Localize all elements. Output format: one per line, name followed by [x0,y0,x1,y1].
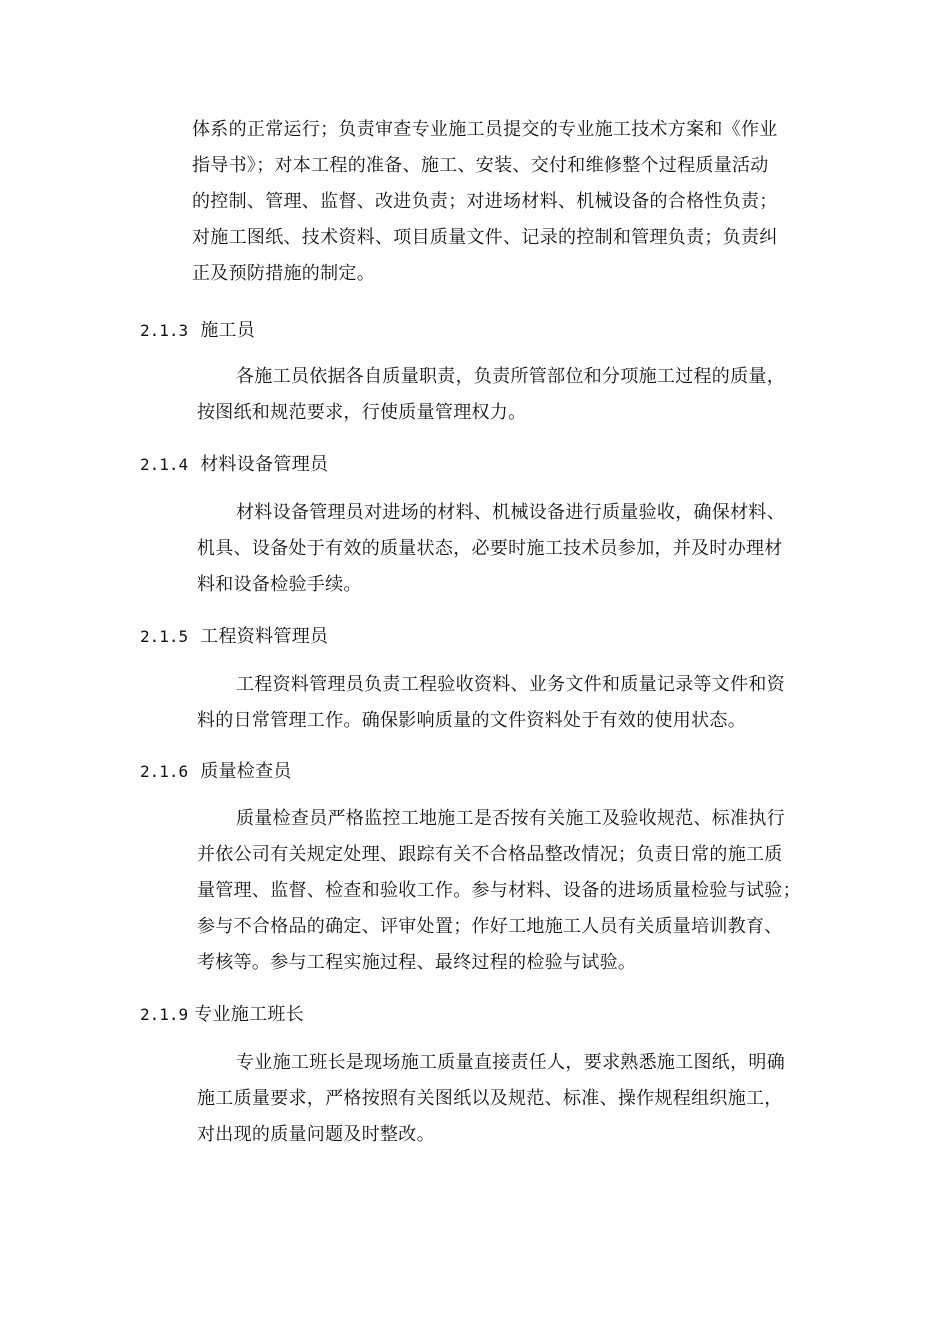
paragraph-line: 工程资料管理员负责工程验收资料、业务文件和质量记录等文件和资 [236,674,785,695]
paragraph-line: 各施工员依据各自质量职责，负责所管部位和分项施工过程的质量， [236,366,785,387]
section-heading [140,452,328,478]
section-title: 专业施工班长 [194,1004,305,1025]
paragraph-line: 对出现的质量问题及时整改。 [197,1124,435,1145]
section-heading [140,1002,304,1028]
paragraph-line: 并依公司有关规定处理、跟踪有关不合格品整改情况；负责日常的施工质 [197,844,783,865]
section-number: 2.1.4 [140,455,189,474]
section-heading [140,624,328,650]
section-title: 材料设备管理员 [200,454,329,475]
intro-line: 的控制、管理、监督、改进负责；对进场材料、机械设备的合格性负责； [192,191,778,212]
paragraph-line: 按图纸和规范要求，行使质量管理权力。 [197,402,527,423]
section-title: 质量检查员 [200,761,292,782]
paragraph-line: 机具、设备处于有效的质量状态，必要时施工技术员参加，并及时办理材 [197,538,783,559]
intro-line: 对施工图纸、技术资料、项目质量文件、记录的控制和管理负责；负责纠 [192,227,778,248]
intro-line: 体系的正常运行；负责审查专业施工员提交的专业施工技术方案和《作业 [192,119,778,140]
intro-line: 正及预防措施的制定。 [192,263,375,284]
section-heading [140,759,292,785]
paragraph-line: 料的日常管理工作。确保影响质量的文件资料处于有效的使用状态。 [197,710,746,731]
section-heading [140,318,255,344]
section-title: 施工员 [200,320,256,341]
paragraph-line: 料和设备检验手续。 [197,574,362,595]
paragraph-line: 专业施工班长是现场施工质量直接责任人，要求熟悉施工图纸，明确 [236,1052,785,1073]
paragraph-line: 质量检查员严格监控工地施工是否按有关施工及验收规范、标准执行 [236,808,785,829]
paragraph-line: 材料设备管理员对进场的材料、机械设备进行质量验收，确保材料、 [236,502,785,523]
section-number: 2.1.3 [140,321,189,340]
section-title: 工程资料管理员 [200,626,329,647]
paragraph-line: 量管理、监督、检查和验收工作。参与材料、设备的进场质量检验与试验； [197,880,801,901]
section-number: 2.1.9 [140,1005,189,1024]
paragraph-line: 参与不合格品的确定、评审处置；作好工地施工人员有关质量培训教育、 [197,916,783,937]
paragraph-line: 考核等。参与工程实施过程、最终过程的检验与试验。 [197,952,637,973]
intro-line: 指导书》；对本工程的准备、施工、安装、交付和维修整个过程质量活动 [192,155,769,176]
section-number: 2.1.6 [140,762,189,781]
section-number: 2.1.5 [140,627,189,646]
paragraph-line: 施工质量要求，严格按照有关图纸以及规范、标准、操作规程组织施工， [197,1088,783,1109]
